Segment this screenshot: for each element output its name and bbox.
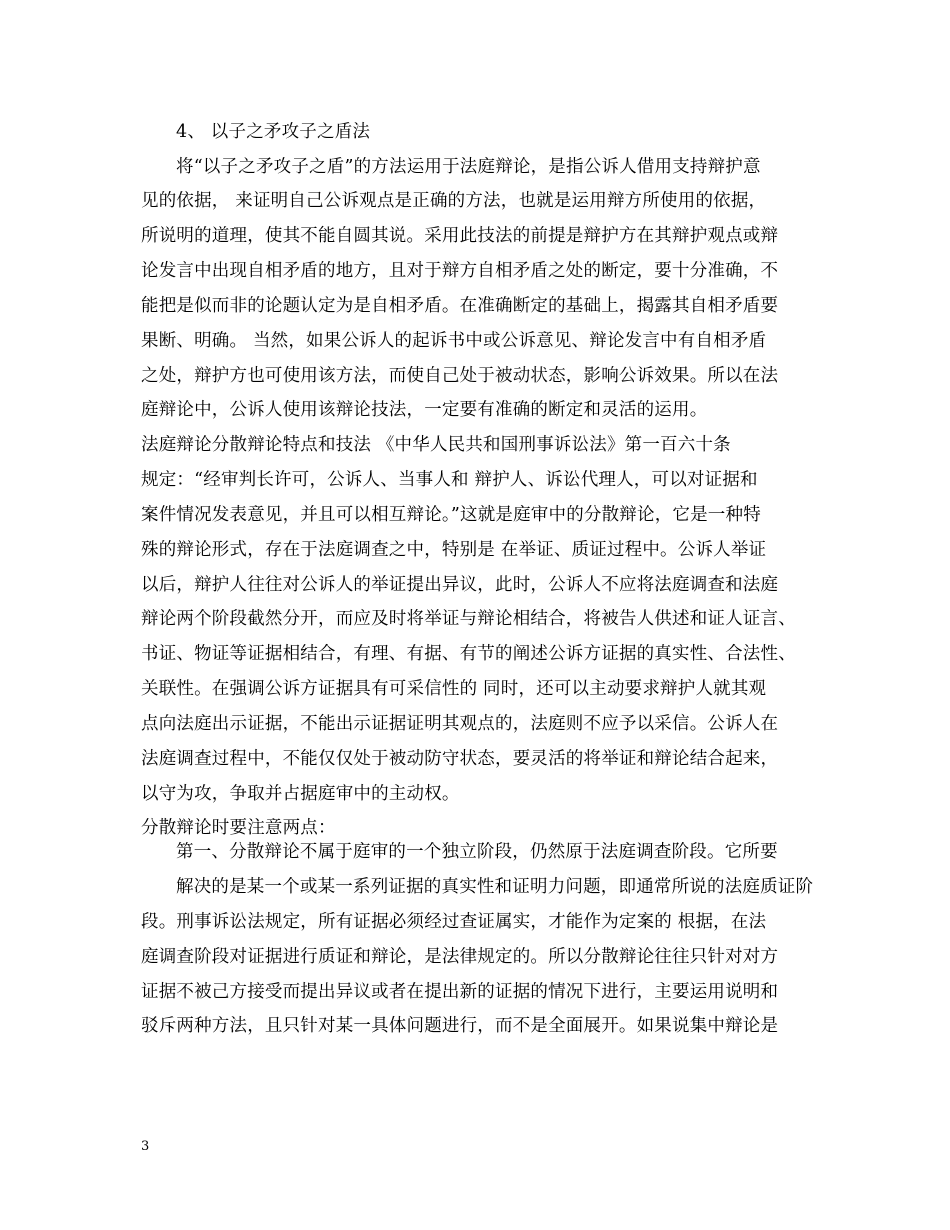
text-line: 书证、物证等证据相结合，有理、有据、有节的阐述公诉方证据的真实性、合法性、 — [141, 644, 796, 664]
text-line: 能把是似而非的论题认定为是自相矛盾。在准确断定的基础上，揭露其自相矛盾要 — [141, 296, 779, 316]
text-line: 关联性。在强调公诉方证据具有可采信性的 同时，还可以主动要求辩护人就其观 — [141, 679, 767, 699]
section-heading: 4、 以子之矛攻子之盾法 — [176, 122, 371, 142]
text-line: 之处，辩护方也可使用该方法，而使自己处于被动状态，影响公诉效果。所以在法 — [141, 366, 779, 386]
text-line: 解决的是某一个或某一系列证据的真实性和证明力问题，即通常所说的法庭质证阶 — [176, 877, 814, 897]
text-line: 证据不被己方接受而提出异议或者在提出新的证据的情况下进行，主要运用说明和 — [141, 982, 779, 1002]
text-line: 果断、明确。 当然，如果公诉人的起诉书中或公诉意见、辩论发言中有自相矛盾 — [141, 331, 767, 351]
text-line: 辩论两个阶段截然分开，而应及时将举证与辩论相结合，将被告人供述和证人证言、 — [141, 609, 796, 629]
text-line: 驳斥两种方法，且只针对某一具体问题进行，而不是全面展开。如果说集中辩论是 — [141, 1016, 779, 1036]
text-line: 以后，辩护人往往对公诉人的举证提出异议，此时，公诉人不应将法庭调查和法庭 — [141, 575, 779, 595]
text-line: 论发言中出现自相矛盾的地方，且对于辩方自相矛盾之处的断定，要十分准确，不 — [141, 261, 779, 281]
page-number: 3 — [141, 1139, 150, 1154]
text-line: 规定：“经审判长许可，公诉人、当事人和 辩护人、诉讼代理人，可以对证据和 — [141, 470, 758, 490]
text-line: 庭调查阶段对证据进行质证和辩论，是法律规定的。所以分散辩论往往只针对对方 — [141, 947, 779, 967]
text-line: 以守为攻，争取并占据庭审中的主动权。 — [141, 784, 460, 804]
text-line: 将“以子之矛攻子之盾”的方法运用于法庭辩论，是指公诉人借用支持辩护意 — [176, 157, 761, 177]
text-line: 庭辩论中，公诉人使用该辩论技法，一定要有准确的断定和灵活的运用。 — [141, 400, 708, 420]
text-line: 见的依据， 来证明自己公诉观点是正确的方法，也就是运用辩方所使用的依据， — [141, 191, 767, 211]
text-line: 分散辩论时要注意两点： — [141, 818, 336, 838]
text-line: 法庭辩论分散辩论特点和技法 《中华人民共和国刑事诉讼法》第一百六十条 — [141, 435, 731, 455]
text-line: 点向法庭出示证据，不能出示证据证明其观点的，法庭则不应予以采信。公诉人在 — [141, 714, 779, 734]
text-line: 殊的辩论形式，存在于法庭调查之中，特别是 在举证、质证过程中。公诉人举证 — [141, 540, 767, 560]
text-line: 第一、分散辩论不属于庭审的一个独立阶段，仍然原于法庭调查阶段。它所要 — [176, 842, 778, 862]
text-line: 所说明的道理，使其不能自圆其说。采用此技法的前提是辩护方在其辩护观点或辩 — [141, 226, 779, 246]
text-line: 案件情况发表意见，并且可以相互辩论。”这就是庭审中的分散辩论，它是一种特 — [141, 505, 761, 525]
text-line: 段。刑事诉讼法规定，所有证据必须经过查证属实，才能作为定案的 根据，在法 — [141, 912, 767, 932]
text-line: 法庭调查过程中，不能仅仅处于被动防守状态，要灵活的将举证和辩论结合起来， — [141, 749, 779, 769]
